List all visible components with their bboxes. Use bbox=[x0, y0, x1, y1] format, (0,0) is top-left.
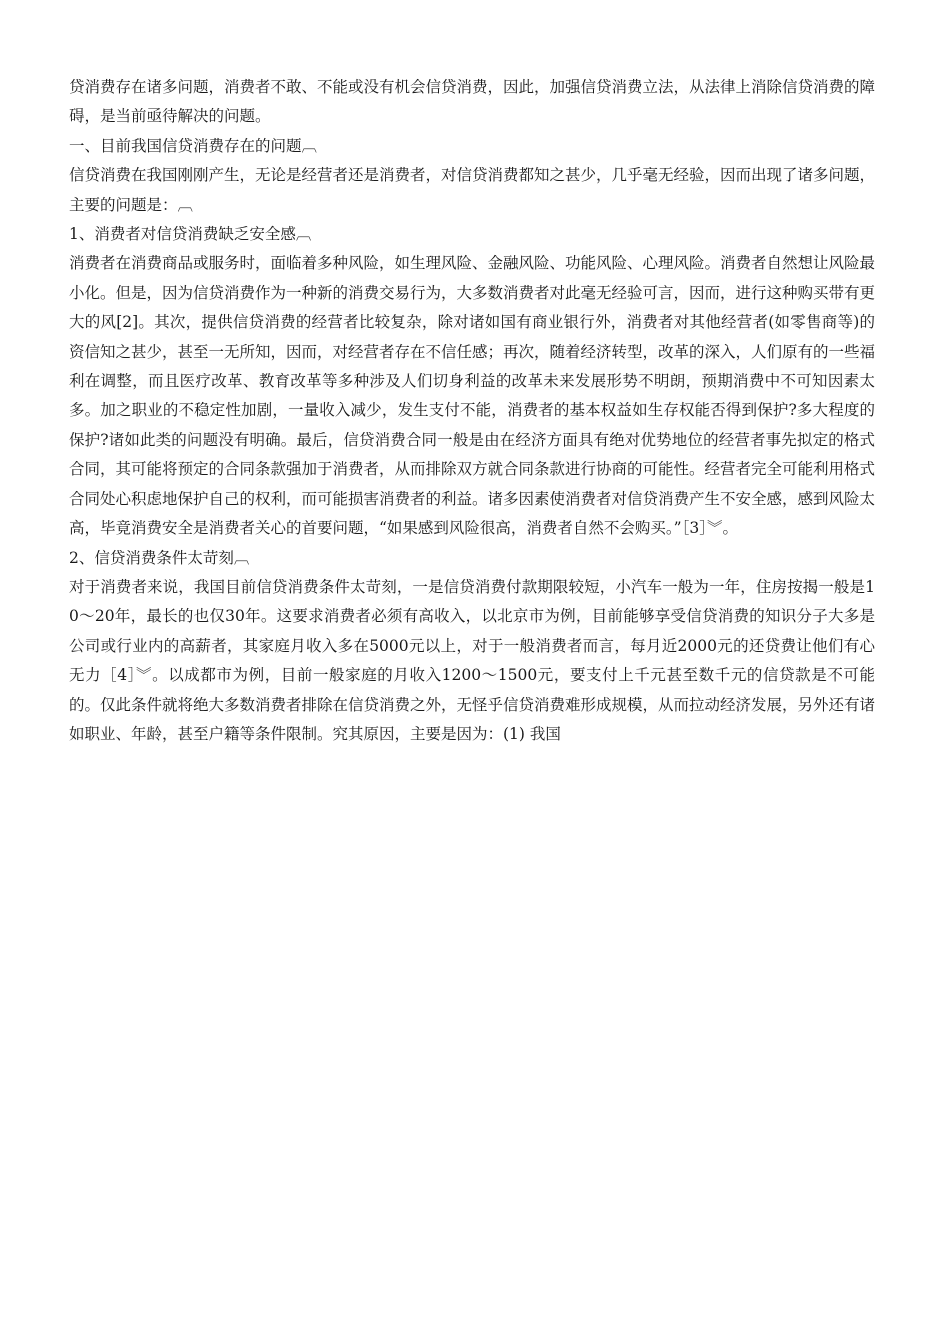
heading-mark: ︹ bbox=[301, 136, 318, 155]
section-heading bbox=[69, 132, 875, 161]
body-paragraph: 消费者在消费商品或服务时，面临着多种风险，如生理风险、金融风险、功能风险、心理风险。消费者自然想让风险最小化。但是，因为信贷消费作为一种新的消费交易行为，大多数消费者对此毫无经验可言，因而，进行这种购买带有更大的风[2]。其次，提供信贷消费的经营者比较复杂，除对诸如国有商业银行外，消费者对其他经营者(如零售商等)的资信知之甚少，甚至一无所知，因而，对经营者存在不信任感；再次，随着经济转型，改革的深入，人们原有的一些福利在调整，而且医疗改革、教育改革等多种涉及人们切身利益的改革未来发展形势不明朗，预期消费中不可知因素太多。加之职业的不稳定性加剧，一量收入减少，发生支付不能，消费者的基本权益如生存权能否得到保护?多大程度的保护?诸如此类的问题没有明确。最后，信贷消费合同一般是由在经济方面具有绝对优势地位的经营者事先拟定的格式合同，其可能将预定的合同条款强加于消费者，从而排除双方就合同条款进行协商的可能性。经营者完全可能利用格式合同处心积虑地保护自己的权利，而可能损害消费者的利益。诸多因素使消费者对信贷消费产生不安全感，感到风险太高，毕竟消费安全是消费者关心的首要问题，“如果感到风险很高，消费者自然不会购买。”［3］︾。 bbox=[69, 254, 876, 538]
heading-text: 1、消费者对信贷消费缺乏安全感 bbox=[69, 225, 296, 244]
heading-mark: ︹ bbox=[233, 548, 250, 567]
heading-mark: ︹ bbox=[295, 225, 312, 244]
document-body bbox=[69, 73, 875, 749]
subsection-heading bbox=[69, 220, 875, 249]
body-paragraph: 对于消费者来说，我国目前信贷消费条件太苛刻，一是信贷消费付款期限较短，小汽车一般为一年，住房按揭一般是10～20年，最长的也仅30年。这要求消费者必须有高收入，以北京市为例，目前能够享受信贷消费的知识分子大多是公司或行业内的高薪者，其家庭月收入多在5000元以上，对于一般消费者而言，每月近2000元的还贷费让他们有心无力［4］︾。以成都市为例，目前一般家庭的月收入1200～1500元，要支付上千元甚至数千元的信贷款是不可能的。仅此条件就将绝大多数消费者排除在信贷消费之外，无怪乎信贷消费难形成规模，从而拉动经济发展，另外还有诸如职业、年龄，甚至户籍等条件限制。究其原因，主要是因为：(1) 我国 bbox=[69, 577, 876, 743]
body-paragraph: 贷消费存在诸多问题，消费者不敢、不能或没有机会信贷消费，因此，加强信贷消费立法，从法律上消除信贷消费的障碍，是当前亟待解决的问题。 bbox=[69, 78, 876, 126]
paragraph-text: 信贷消费在我国刚刚产生，无论是经营者还是消费者，对信贷消费都知之甚少，几乎毫无经验，因而出现了诸多问题，主要的问题是： bbox=[69, 166, 876, 214]
subsection-heading bbox=[69, 544, 875, 573]
body-paragraph bbox=[69, 161, 875, 220]
heading-text: 2、信贷消费条件太苛刻 bbox=[69, 548, 234, 567]
heading-mark: ︹ bbox=[177, 195, 194, 214]
heading-text: 一、目前我国信贷消费存在的问题 bbox=[69, 136, 302, 155]
